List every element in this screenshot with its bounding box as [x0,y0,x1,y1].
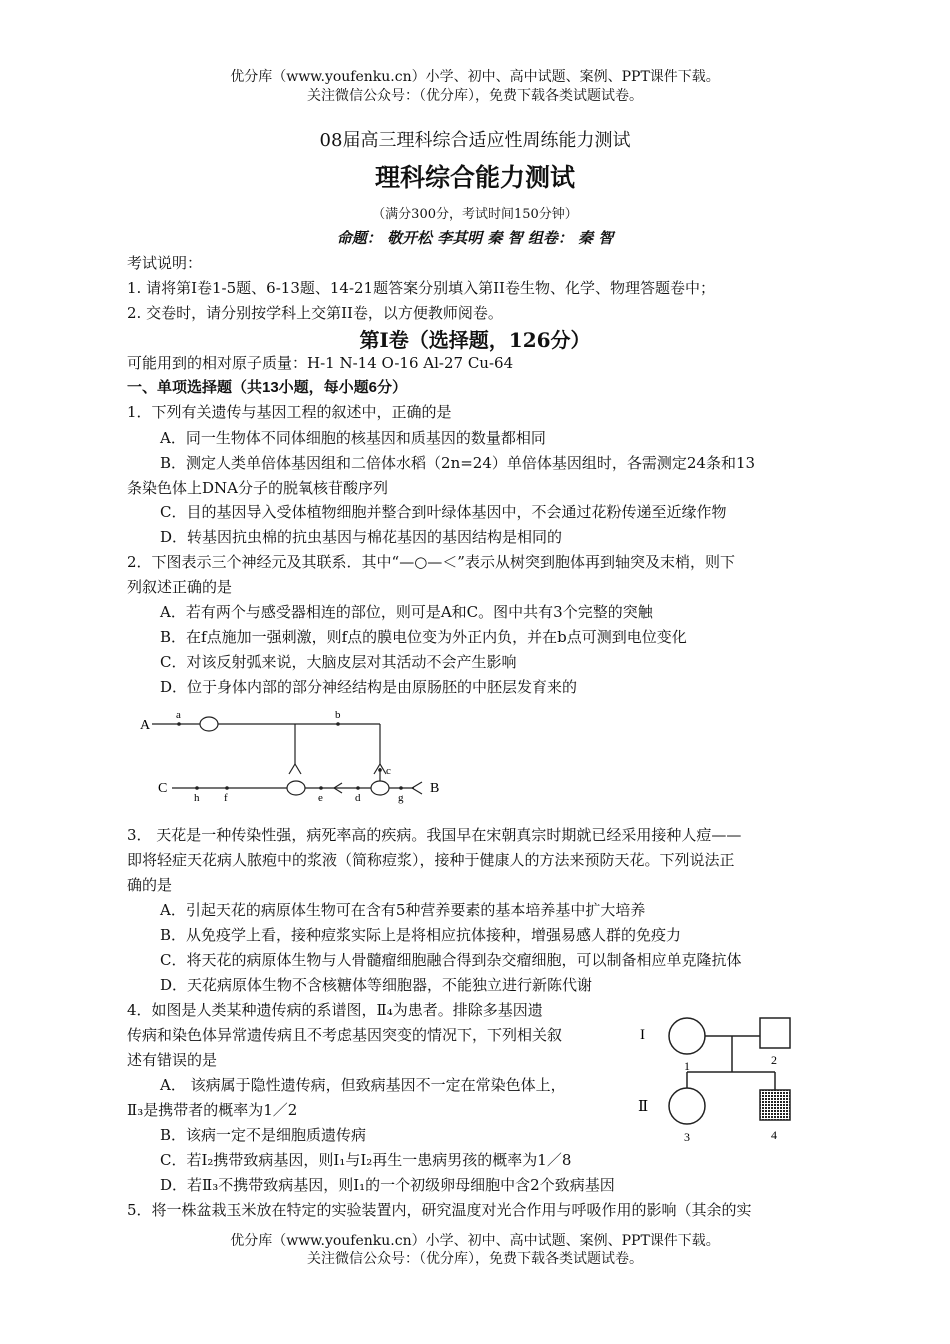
pedigree-chart [630,1008,830,1148]
q4-option-a-cont: Ⅱ₃是携带者的概率为1／2 [127,1101,298,1119]
q2-stem-cont: 列叙述正确的是 [127,578,233,596]
section-title: 第I卷（选择题，126分） [359,328,591,352]
individual-II3 [669,1088,705,1124]
q4-option-a: A． 该病属于隐性遗传病，但致病基因不一定在常染色体上， [160,1076,566,1094]
exam-series-title: 08届高三理科综合适应性周练能力测试 [319,130,631,151]
q1-option-b: B．测定人类单倍体基因组和二倍体水稻（2n=24）单倍体基因组时，各需测定24条和13 [160,454,756,472]
q1-stem: 1．下列有关遗传与基因工程的叙述中，正确的是 [127,403,452,421]
q4-option-d: D．若Ⅱ₃不携带致病基因，则I₁的一个初级卵母细胞中含2个致病基因 [160,1176,615,1194]
label-A: A [140,718,151,733]
point-e-dot [319,786,323,790]
q1-option-c: C．目的基因导入受体植物细胞并整合到叶绿体基因中，不会通过花粉传递至近缘作物 [160,503,727,521]
q3-option-d: D．天花病原体生物不含核糖体等细胞器，不能独立进行新陈代谢 [160,976,593,994]
label-a: a [176,709,181,721]
q3-option-a: A．引起天花的病原体生物可在含有5种营养要素的基本培养基中扩大培养 [160,901,646,919]
exam-subtitle: （满分300分，考试时间150分钟） [372,207,578,222]
point-g-dot [399,786,403,790]
point-d-dot [356,786,360,790]
label-C: C [158,781,168,796]
q3-stem-cont-2: 确的是 [127,876,173,894]
number-4: 4 [771,1128,777,1142]
q4-stem-cont-1: 传病和染色体异常遗传病且不考虑基因突变的情况下，下列相关叙 [127,1026,563,1044]
neuron-diagram [130,706,450,806]
generation-label-II: Ⅱ [638,1099,649,1115]
label-g: g [398,792,404,804]
point-c-dot [378,768,382,772]
page-title: 理科综合能力测试 [374,163,575,192]
label-c: c [386,765,391,777]
header-line-1: 优分库（www.youfenku.cn）小学、初中、高中试题、案例、PPT课件下载。 [230,69,720,85]
exam-staff: 命题： 敬开松 李其明 秦 智 组卷： 秦 智 [336,229,614,247]
label-b: b [335,709,341,721]
q2-option-d: D．位于身体内部的部分神经结构是由原肠胚的中胚层发育来的 [160,678,578,696]
label-f: f [224,792,228,804]
point-h-dot [195,786,199,790]
individual-I2 [760,1018,790,1048]
point-f-dot [225,786,229,790]
label-e: e [318,792,323,804]
label-d: d [355,792,361,804]
q1-option-a: A．同一生物体不同体细胞的核基因和质基因的数量都相同 [160,429,546,447]
individual-II4 [760,1090,790,1120]
label-h: h [194,792,200,804]
q1-option-b-cont: 条染色体上DNA分子的脱氧核苷酸序列 [127,479,388,497]
q4-stem: 4．如图是人类某种遗传病的系谱图，Ⅱ₄为患者。排除多基因遗 [127,1001,543,1019]
q3-stem: 3． 天花是一种传染性强，病死率高的疾病。我国早在宋朝真宗时期就已经采用接种人痘—— [127,826,742,844]
q2-option-b: B．在f点施加一强刺激，则f点的膜电位变为外正内负，并在b点可测到电位变化 [160,628,687,646]
instructions-item-1: 1. 请将第I卷1-5题、6-13题、14-21题答案分别填入第II卷生物、化学、物理答题卷中； [127,279,715,297]
q4-option-c: C．若I₂携带致病基因，则I₁与I₂再生一患病男孩的概率为1／8 [160,1151,572,1169]
number-2: 2 [771,1053,777,1067]
atomic-mass-note: 可能用到的相对原子质量：H-1 N-14 O-16 Al-27 Cu-64 [127,354,514,372]
footer-line-2: 关注微信公众号：（优分库），免费下载各类试题试卷。 [307,1251,643,1267]
generation-label-I: I [640,1027,645,1043]
q2-stem: 2．下图表示三个神经元及其联系．其中“—○—＜”表示从树突到胞体再到轴突及末梢，则下 [127,553,735,571]
q5-stem: 5．将一株盆栽玉米放在特定的实验装置内，研究温度对光合作用与呼吸作用的影响（其余的实 [127,1201,752,1219]
q4-stem-cont-2: 述有错误的是 [127,1051,218,1069]
individual-I1 [669,1018,705,1054]
part-heading: 一、单项选择题（共13小题，每小题6分） [127,379,408,396]
footer-line-1: 优分库（www.youfenku.cn）小学、初中、高中试题、案例、PPT课件下载。 [230,1233,720,1249]
point-a-dot [177,722,181,726]
label-B: B [430,781,440,796]
header-line-2: 关注微信公众号：（优分库），免费下载各类试题试卷。 [307,88,643,104]
point-b-dot [336,722,340,726]
q3-stem-cont-1: 即将轻症天花病人脓疱中的浆液（简称痘浆），接种于健康人的方法来预防天花。下列说法正 [127,851,735,869]
number-1: 1 [684,1059,690,1073]
q1-option-d: D．转基因抗虫棉的抗虫基因与棉花基因的基因结构是相同的 [160,528,563,546]
q4-option-b: B．该病一定不是细胞质遗传病 [160,1126,367,1144]
number-3: 3 [684,1130,690,1144]
instructions-item-2: 2. 交卷时，请分别按学科上交第II卷，以方便教师阅卷。 [127,304,503,322]
q2-option-c: C．对该反射弧来说，大脑皮层对其活动不会产生影响 [160,653,517,671]
q3-option-c: C．将天花的病原体生物与人骨髓瘤细胞融合得到杂交瘤细胞，可以制备相应单克隆抗体 [160,951,742,969]
q2-option-a: A．若有两个与感受器相连的部位，则可是A和C。图中共有3个完整的突触 [160,603,653,621]
instructions-heading: 考试说明： [127,254,203,272]
q3-option-b: B．从免疫学上看，接种痘浆实际上是将相应抗体接种，增强易感人群的免疫力 [160,926,682,944]
